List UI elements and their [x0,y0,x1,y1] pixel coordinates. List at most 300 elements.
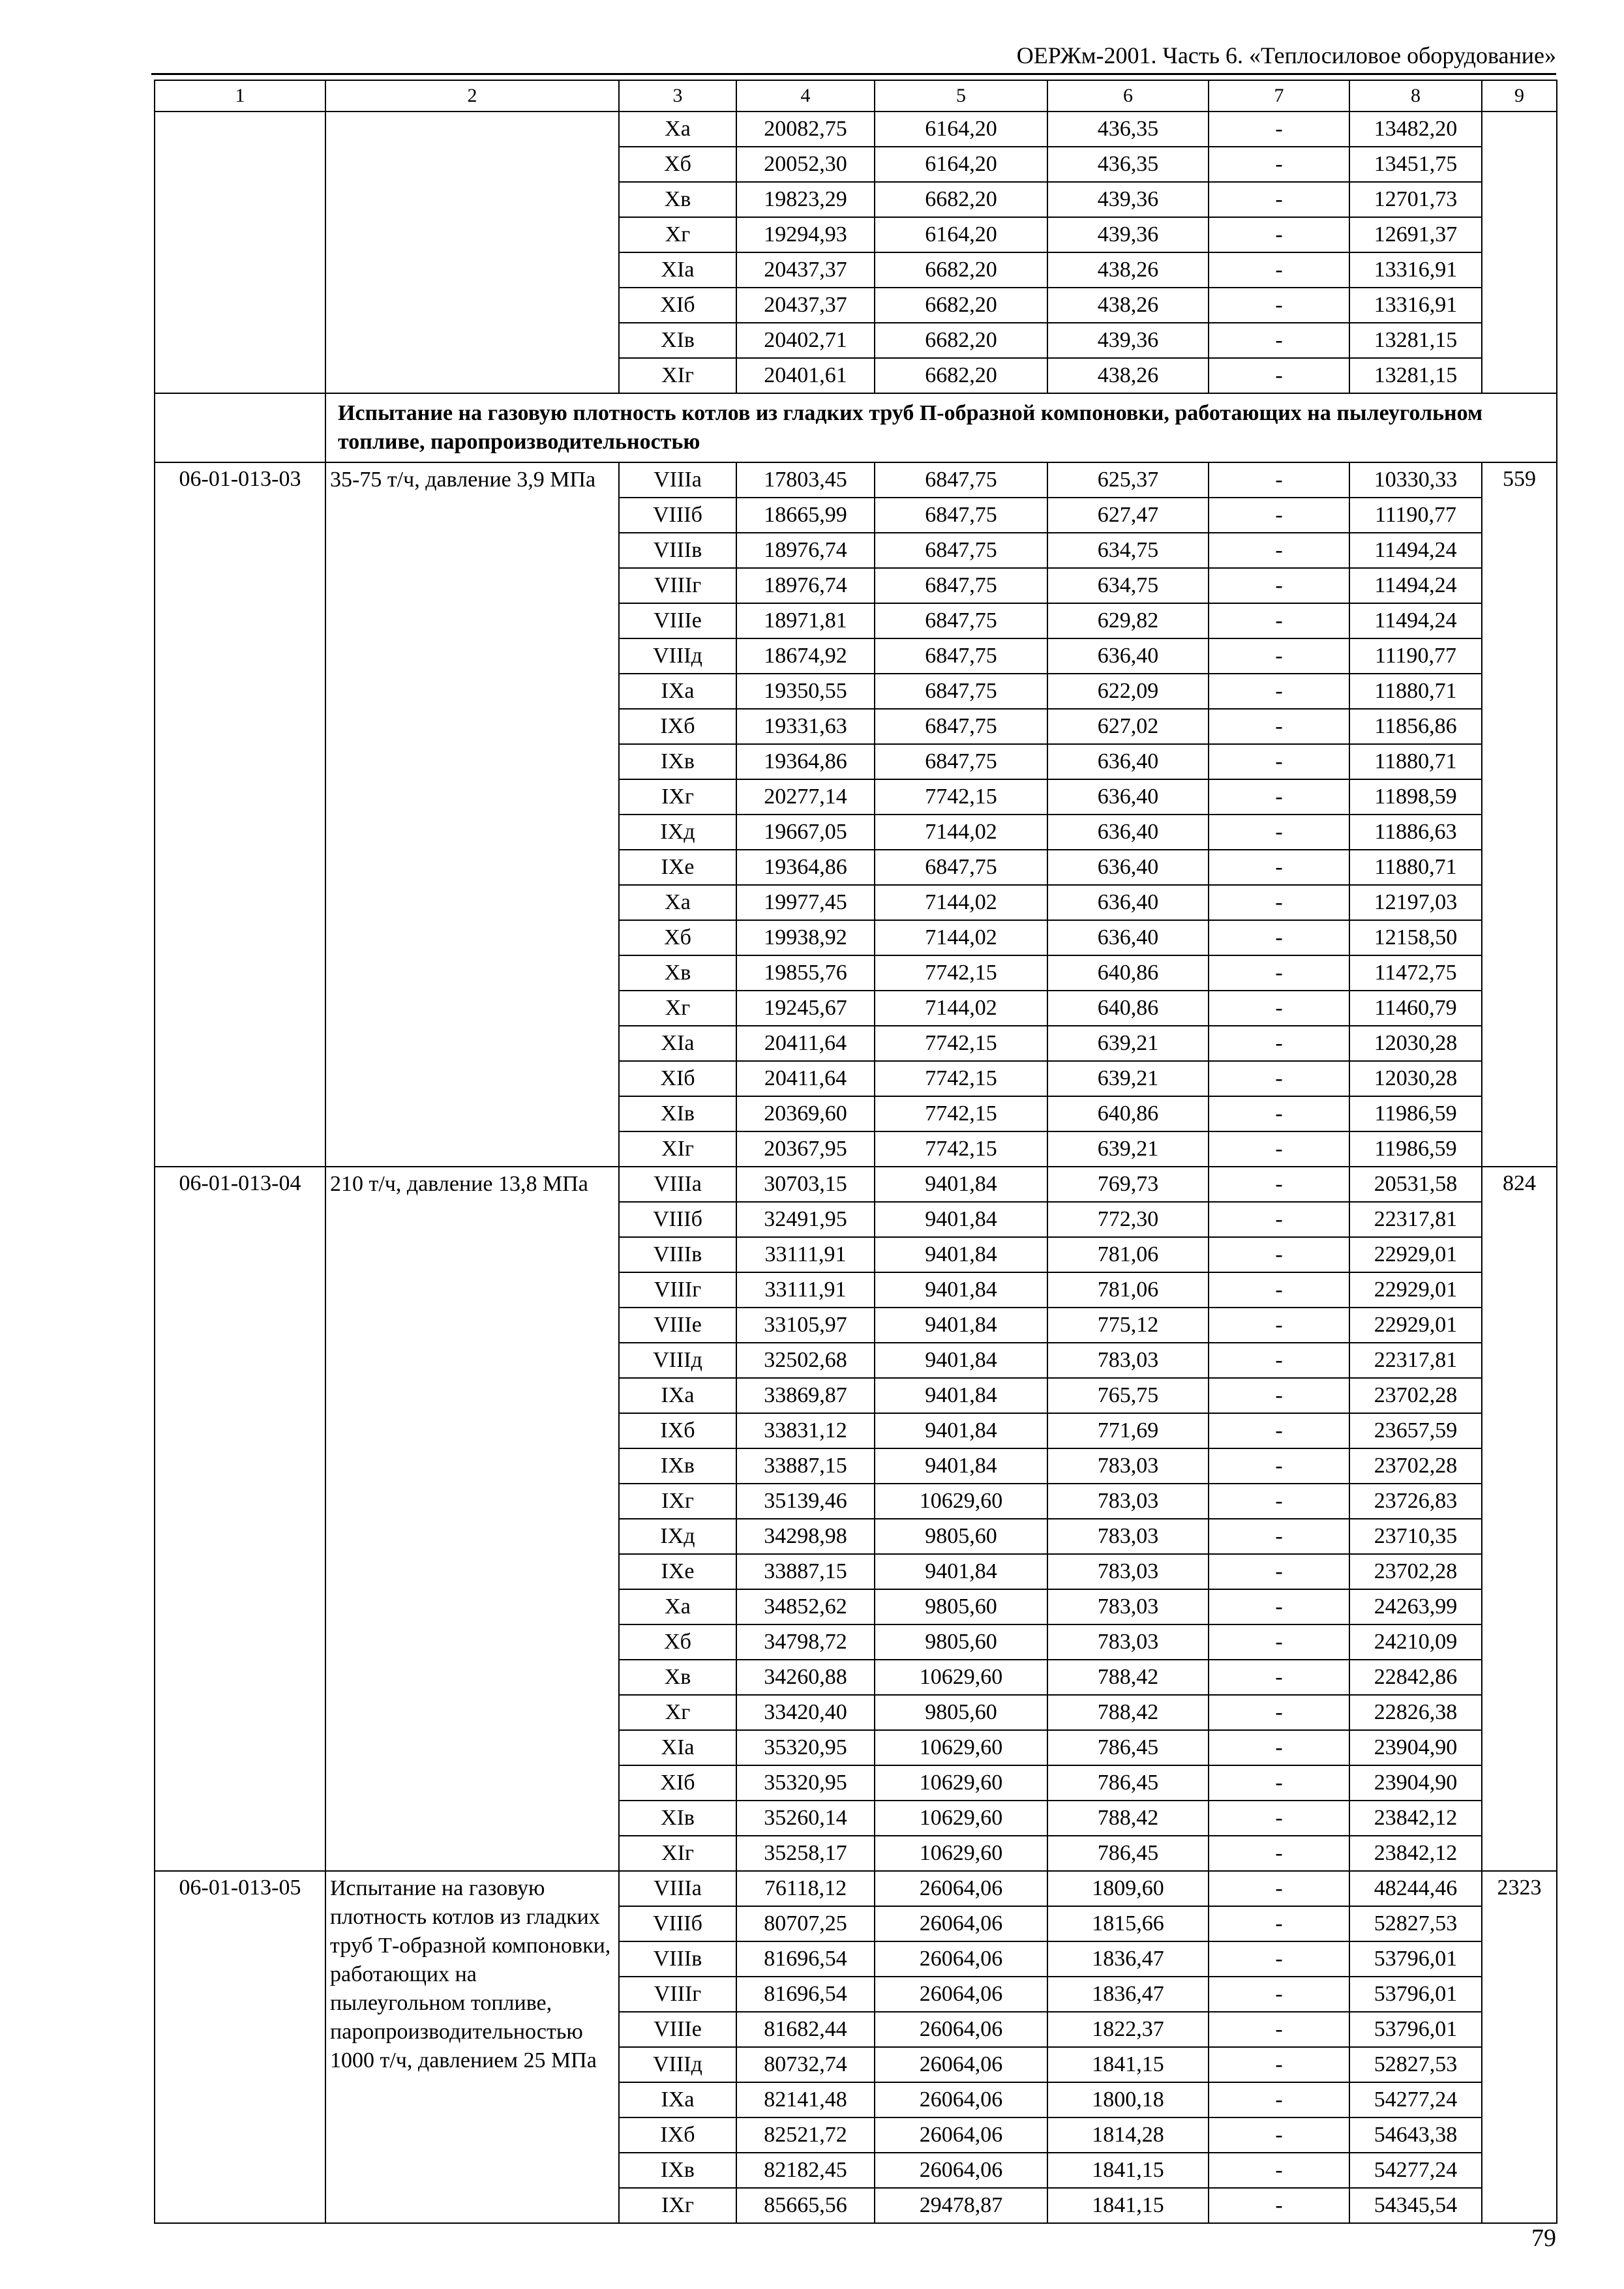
table-cell: 19364,86 [736,850,875,885]
table-cell: VIIIб [619,1202,736,1237]
table-cell: - [1209,1061,1349,1096]
table-cell: 769,73 [1047,1167,1209,1202]
table-cell: 52827,53 [1349,1906,1482,1941]
table-cell: 23702,28 [1349,1554,1482,1589]
table-cell: VIIIе [619,603,736,638]
table-cell: 20411,64 [736,1061,875,1096]
table-cell: 781,06 [1047,1272,1209,1308]
table-cell: VIIIв [619,533,736,568]
table-cell: 26064,06 [875,1977,1047,2012]
table-cell: Ха [619,885,736,920]
table-cell: - [1209,955,1349,991]
table-cell: - [1209,2117,1349,2153]
table-cell: 7742,15 [875,779,1047,815]
column-number: 8 [1349,80,1482,112]
table-cell: 23842,12 [1349,1801,1482,1836]
table-cell: 783,03 [1047,1519,1209,1554]
table-cell: 636,40 [1047,815,1209,850]
table-cell: - [1209,1096,1349,1131]
table-cell: 22929,01 [1349,1237,1482,1272]
table-cell: 11494,24 [1349,603,1482,638]
table-cell: 438,26 [1047,288,1209,323]
table-cell: IХб [619,1413,736,1448]
table-cell: IХб [619,2117,736,2153]
table-cell: 6847,75 [875,744,1047,779]
table-row [155,112,1557,147]
table-cell: 11856,86 [1349,709,1482,744]
rate-reference: 824 [1482,1167,1557,1871]
table-cell: - [1209,2047,1349,2082]
table-cell: IХв [619,744,736,779]
table-cell: - [1209,2012,1349,2047]
table-cell: 634,75 [1047,568,1209,603]
table-cell: 783,03 [1047,1343,1209,1378]
table-cell: 34260,88 [736,1660,875,1695]
table-cell: 11986,59 [1349,1096,1482,1131]
table-cell: 80732,74 [736,2047,875,2082]
table-cell: 13316,91 [1349,252,1482,288]
table-cell: 23710,35 [1349,1519,1482,1554]
rate-description [325,112,619,393]
table-cell: 10629,60 [875,1765,1047,1801]
table-cell: 26064,06 [875,2047,1047,2082]
table-cell: 7144,02 [875,815,1047,850]
table-cell: IХг [619,1484,736,1519]
table-cell: 53796,01 [1349,2012,1482,2047]
table-cell: 20437,37 [736,252,875,288]
table-cell: 85665,56 [736,2188,875,2223]
table-cell: ХIа [619,1730,736,1765]
table-cell: 9805,60 [875,1519,1047,1554]
rate-reference: 2323 [1482,1871,1557,2223]
table-cell: 6847,75 [875,638,1047,674]
table-cell: 13451,75 [1349,147,1482,182]
table-cell: - [1209,638,1349,674]
table-cell: - [1209,1343,1349,1378]
table-cell: 23726,83 [1349,1484,1482,1519]
table-cell: VIIIе [619,1308,736,1343]
table-cell: VIIIв [619,1237,736,1272]
table-cell: - [1209,2082,1349,2117]
table-cell: VIIIд [619,638,736,674]
page-header-title: ОЕРЖм-2001. Часть 6. «Теплосиловое оборудование» [1016,42,1556,68]
table-cell: 7742,15 [875,955,1047,991]
table-cell: 7144,02 [875,920,1047,955]
table-cell: 33831,12 [736,1413,875,1448]
table-cell: 634,75 [1047,533,1209,568]
table-cell: Хв [619,1660,736,1695]
table-cell: - [1209,288,1349,323]
table-cell: 786,45 [1047,1730,1209,1765]
table-cell: 26064,06 [875,1906,1047,1941]
table-cell: Хг [619,991,736,1026]
table-cell: 19823,29 [736,182,875,217]
table-cell: 9805,60 [875,1589,1047,1624]
table-cell: - [1209,885,1349,920]
header-divider [151,73,1556,75]
table-cell: ХIб [619,1061,736,1096]
table-cell: Хг [619,1695,736,1730]
table-cell: 636,40 [1047,850,1209,885]
table-cell: 20411,64 [736,1026,875,1061]
table-cell: 22317,81 [1349,1202,1482,1237]
table-cell: 9401,84 [875,1202,1047,1237]
table-cell: 6682,20 [875,252,1047,288]
table-cell: 6847,75 [875,462,1047,498]
table-cell: - [1209,779,1349,815]
table-cell: VIIIб [619,498,736,533]
table-cell: 23904,90 [1349,1730,1482,1765]
table-cell: - [1209,1977,1349,2012]
table-cell: IХе [619,850,736,885]
table-cell: 7742,15 [875,1096,1047,1131]
table-cell: - [1209,1695,1349,1730]
column-number: 4 [736,80,875,112]
table-cell: IХб [619,709,736,744]
table-cell: 12030,28 [1349,1061,1482,1096]
section-spacer [155,393,325,462]
table-cell: 18976,74 [736,533,875,568]
table-cell: 82182,45 [736,2153,875,2188]
table-cell: 788,42 [1047,1695,1209,1730]
table-cell: 13281,15 [1349,358,1482,393]
table-cell: 1800,18 [1047,2082,1209,2117]
table-cell: 11190,77 [1349,498,1482,533]
table-cell: 53796,01 [1349,1941,1482,1977]
table-cell: 81696,54 [736,1977,875,2012]
table-cell: 35258,17 [736,1836,875,1871]
column-number: 1 [155,80,325,112]
table-cell: - [1209,744,1349,779]
table-cell: 20402,71 [736,323,875,358]
table-cell: VIIIа [619,1871,736,1906]
table-cell: 11880,71 [1349,674,1482,709]
table-cell: - [1209,815,1349,850]
table-cell: 636,40 [1047,638,1209,674]
table-cell: 33869,87 [736,1378,875,1413]
table-cell: - [1209,920,1349,955]
table-cell: IХа [619,674,736,709]
table-cell: 19667,05 [736,815,875,850]
table-cell: 9805,60 [875,1624,1047,1660]
table-cell: ХIв [619,323,736,358]
table-cell: - [1209,358,1349,393]
table-cell: - [1209,1131,1349,1167]
table-cell: 35260,14 [736,1801,875,1836]
table-cell: 783,03 [1047,1624,1209,1660]
table-cell: 636,40 [1047,779,1209,815]
table-cell: - [1209,1554,1349,1589]
table-cell: 18976,74 [736,568,875,603]
table-cell: 23657,59 [1349,1413,1482,1448]
table-cell: 439,36 [1047,182,1209,217]
table-cell: 19977,45 [736,885,875,920]
table-cell: 7742,15 [875,1026,1047,1061]
table-cell: VIIIг [619,1272,736,1308]
table-cell: 81682,44 [736,2012,875,2047]
table-cell: 18674,92 [736,638,875,674]
table-cell: VIIIг [619,568,736,603]
table-cell: Ха [619,1589,736,1624]
table-cell: 783,03 [1047,1589,1209,1624]
rate-description: 35-75 т/ч, давление 3,9 МПа [325,462,619,1167]
table-cell: Хв [619,955,736,991]
table-cell: 783,03 [1047,1554,1209,1589]
table-cell: 6847,75 [875,568,1047,603]
table-cell: 439,36 [1047,323,1209,358]
table-cell: 20437,37 [736,288,875,323]
table-cell: 788,42 [1047,1801,1209,1836]
table-cell: 33887,15 [736,1448,875,1484]
table-cell: - [1209,112,1349,147]
table-cell: - [1209,462,1349,498]
table-cell: - [1209,1765,1349,1801]
rate-reference: 559 [1482,462,1557,1167]
table-cell: 6847,75 [875,850,1047,885]
table-cell: - [1209,533,1349,568]
table-cell: 20277,14 [736,779,875,815]
table-cell: 48244,46 [1349,1871,1482,1906]
rate-code [155,112,325,393]
table-cell: ХIа [619,1026,736,1061]
table-cell: Хб [619,147,736,182]
table-cell: 7742,15 [875,1131,1047,1167]
table-cell: 6164,20 [875,112,1047,147]
table-cell: 6682,20 [875,182,1047,217]
table-cell: 7742,15 [875,1061,1047,1096]
table-cell: 772,30 [1047,1202,1209,1237]
table-cell: - [1209,1941,1349,1977]
table-cell: 26064,06 [875,2117,1047,2153]
table-cell: 6847,75 [875,709,1047,744]
table-cell: 13281,15 [1349,323,1482,358]
table-cell: 23702,28 [1349,1448,1482,1484]
table-cell: 436,35 [1047,147,1209,182]
table-cell: 639,21 [1047,1026,1209,1061]
table-cell: - [1209,709,1349,744]
table-cell: IХг [619,2188,736,2223]
table-cell: 33420,40 [736,1695,875,1730]
table-cell: 1822,37 [1047,2012,1209,2047]
table-cell: 19245,67 [736,991,875,1026]
table-cell: - [1209,2153,1349,2188]
table-cell: VIIIа [619,1167,736,1202]
table-cell: IХд [619,815,736,850]
table-cell: 1836,47 [1047,1941,1209,1977]
table-cell: 33887,15 [736,1554,875,1589]
table-cell: 783,03 [1047,1484,1209,1519]
table-cell: 19294,93 [736,217,875,252]
table-cell: - [1209,252,1349,288]
table-cell: 19855,76 [736,955,875,991]
table-cell: VIIIб [619,1906,736,1941]
table-cell: 18971,81 [736,603,875,638]
table-cell: 771,69 [1047,1413,1209,1448]
section-heading: Испытание на газовую плотность котлов из гладких труб П-образной компоновки, работающих на пылеугольном топливе, паропроизводительностью [325,393,1557,462]
table-cell: VIIIв [619,1941,736,1977]
table-cell: 1841,15 [1047,2047,1209,2082]
table-cell: 23842,12 [1349,1836,1482,1871]
table-cell: 20369,60 [736,1096,875,1131]
table-cell: 10629,60 [875,1730,1047,1765]
table-cell: ХIб [619,1765,736,1801]
table-cell: - [1209,498,1349,533]
table-cell: 23702,28 [1349,1378,1482,1413]
table-cell: ХIг [619,1836,736,1871]
table-cell: IХг [619,779,736,815]
table-cell: 627,02 [1047,709,1209,744]
table-cell: - [1209,1272,1349,1308]
table-cell: 22826,38 [1349,1695,1482,1730]
rate-description: 210 т/ч, давление 13,8 МПа [325,1167,619,1871]
table-cell: 9805,60 [875,1695,1047,1730]
table-cell: 19364,86 [736,744,875,779]
table-cell: 7144,02 [875,991,1047,1026]
table-cell: 19350,55 [736,674,875,709]
table-cell: 20367,95 [736,1131,875,1167]
table-cell: 9401,84 [875,1378,1047,1413]
table-cell: IХд [619,1519,736,1554]
table-cell: 783,03 [1047,1448,1209,1484]
table-cell: 11886,63 [1349,815,1482,850]
table-cell: 10629,60 [875,1801,1047,1836]
table-cell: 11880,71 [1349,850,1482,885]
table-cell: - [1209,1871,1349,1906]
table-cell: IХе [619,1554,736,1589]
table-cell: 12197,03 [1349,885,1482,920]
table-cell: - [1209,182,1349,217]
table-cell: 54345,54 [1349,2188,1482,2223]
table-cell: ХIг [619,358,736,393]
table-cell: 20052,30 [736,147,875,182]
table-cell: - [1209,217,1349,252]
table-cell: - [1209,323,1349,358]
table-cell: 22842,86 [1349,1660,1482,1695]
table-cell: 9401,84 [875,1448,1047,1484]
table-cell: 26064,06 [875,2153,1047,2188]
table-row [155,1871,1557,1906]
table-cell: 786,45 [1047,1765,1209,1801]
table-cell: 6164,20 [875,147,1047,182]
table-cell: - [1209,1836,1349,1871]
table-cell: 6164,20 [875,217,1047,252]
table-cell: 33105,97 [736,1308,875,1343]
table-cell: - [1209,1026,1349,1061]
table-cell: 1815,66 [1047,1906,1209,1941]
table-cell: 20531,58 [1349,1167,1482,1202]
table-cell: 9401,84 [875,1308,1047,1343]
table-cell: 24210,09 [1349,1624,1482,1660]
table-cell: 439,36 [1047,217,1209,252]
table-cell: 10330,33 [1349,462,1482,498]
table-cell: 11494,24 [1349,568,1482,603]
table-cell: 765,75 [1047,1378,1209,1413]
rate-reference [1482,112,1557,393]
table-cell: - [1209,1624,1349,1660]
table-cell: - [1209,1413,1349,1448]
table-cell: 35139,46 [736,1484,875,1519]
table-cell: - [1209,1484,1349,1519]
table-cell: 32502,68 [736,1343,875,1378]
table-cell: 1836,47 [1047,1977,1209,2012]
table-cell: ХIв [619,1801,736,1836]
column-number: 5 [875,80,1047,112]
table-cell: - [1209,1308,1349,1343]
table-cell: 22929,01 [1349,1272,1482,1308]
section-heading-row [155,393,1557,462]
table-cell: 26064,06 [875,2012,1047,2047]
table-cell: 20401,61 [736,358,875,393]
table-cell: 9401,84 [875,1343,1047,1378]
table-cell: 12691,37 [1349,217,1482,252]
table-cell: 6847,75 [875,533,1047,568]
table-cell: 625,37 [1047,462,1209,498]
table-cell: - [1209,991,1349,1026]
table-cell: 35320,95 [736,1730,875,1765]
table-cell: 26064,06 [875,1871,1047,1906]
table-cell: 639,21 [1047,1131,1209,1167]
table-cell: - [1209,850,1349,885]
table-cell: 24263,99 [1349,1589,1482,1624]
table-cell: 81696,54 [736,1941,875,1977]
table-cell: - [1209,1589,1349,1624]
table-cell: 438,26 [1047,358,1209,393]
table-cell: ХIв [619,1096,736,1131]
page-number: 79 [1531,2224,1556,2252]
table-cell: 6682,20 [875,358,1047,393]
table-cell: 7144,02 [875,885,1047,920]
table-cell: VIIIг [619,1977,736,2012]
table-cell: 636,40 [1047,885,1209,920]
table-cell: - [1209,147,1349,182]
table-cell: 11986,59 [1349,1131,1482,1167]
column-number: 3 [619,80,736,112]
table-cell: 9401,84 [875,1413,1047,1448]
table-cell: ХIа [619,252,736,288]
table-cell: 436,35 [1047,112,1209,147]
table-cell: 26064,06 [875,1941,1047,1977]
table-cell: 11460,79 [1349,991,1482,1026]
table-cell: - [1209,568,1349,603]
table-cell: - [1209,1202,1349,1237]
table-cell: 6847,75 [875,498,1047,533]
table-cell: 11494,24 [1349,533,1482,568]
table-row [155,1167,1557,1202]
table-cell: 622,09 [1047,674,1209,709]
table-cell: - [1209,1378,1349,1413]
table-cell: 788,42 [1047,1660,1209,1695]
table-cell: ХIг [619,1131,736,1167]
table-cell: 53796,01 [1349,1977,1482,2012]
table-cell: 6682,20 [875,288,1047,323]
table-cell: 82521,72 [736,2117,875,2153]
table-cell: 781,06 [1047,1237,1209,1272]
table-cell: 1841,15 [1047,2188,1209,2223]
column-number: 6 [1047,80,1209,112]
table-cell: 80707,25 [736,1906,875,1941]
table-cell: 35320,95 [736,1765,875,1801]
table-cell: 9401,84 [875,1272,1047,1308]
table-cell: 640,86 [1047,991,1209,1026]
table-cell: 12030,28 [1349,1026,1482,1061]
table-cell: - [1209,674,1349,709]
table-cell: VIIIд [619,2047,736,2082]
column-number: 2 [325,80,619,112]
table-cell: 19938,92 [736,920,875,955]
table-cell: 10629,60 [875,1484,1047,1519]
rate-code: 06-01-013-05 [155,1871,325,2223]
table-cell: 1809,60 [1047,1871,1209,1906]
